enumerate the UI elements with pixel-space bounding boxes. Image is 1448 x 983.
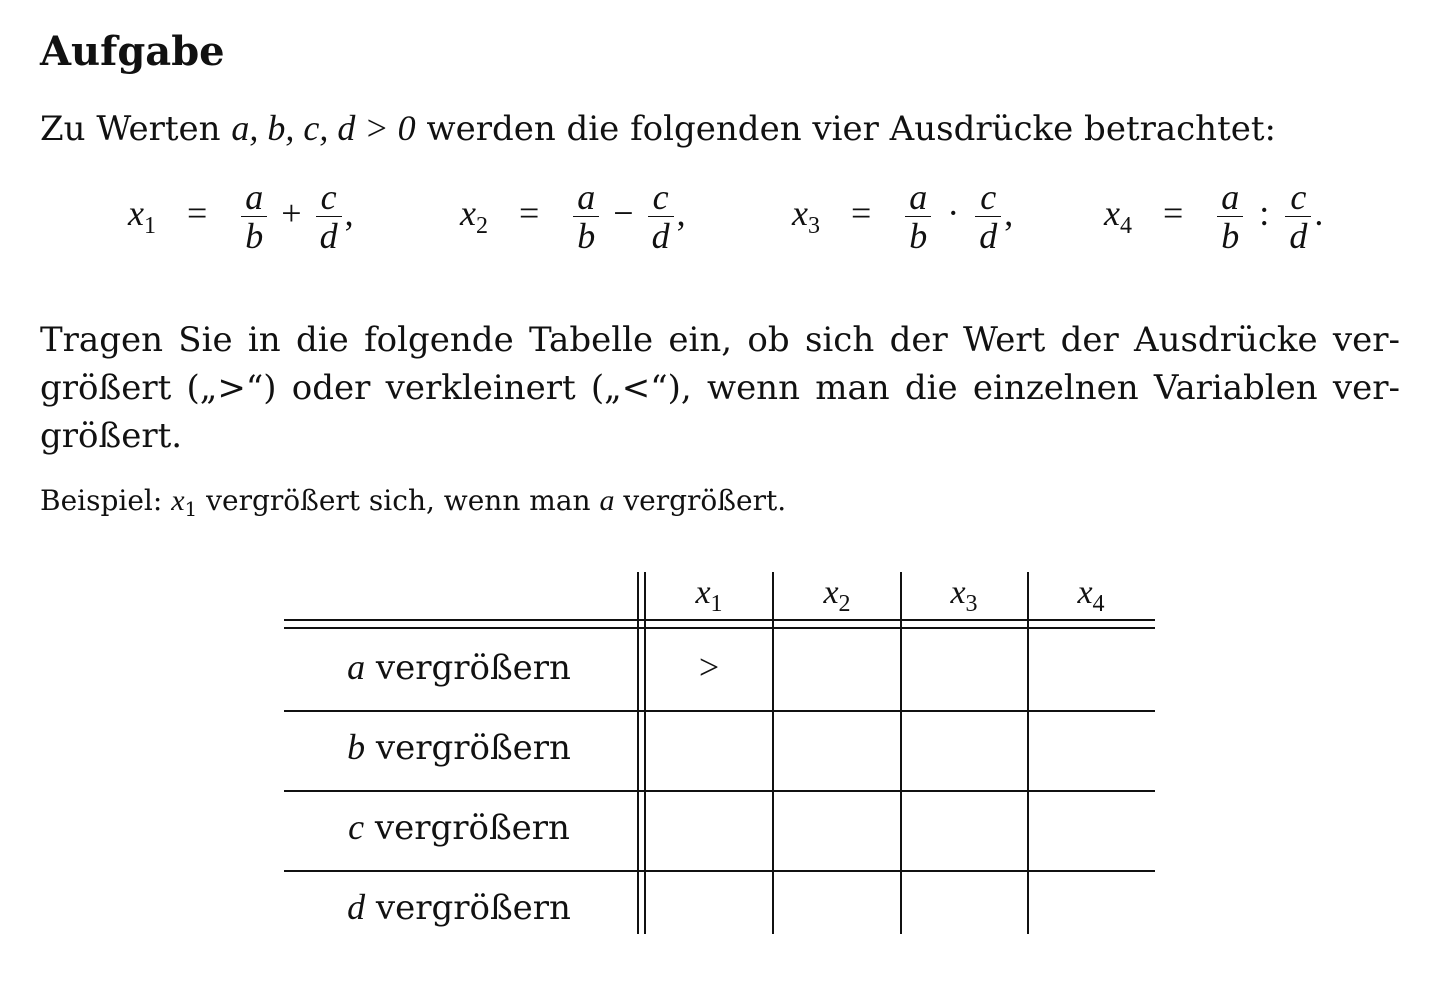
column-var: x bbox=[823, 574, 839, 611]
task-heading: Aufgabe bbox=[40, 28, 225, 75]
task-line-2: größert („>“) oder verkleinert („<“), wenn man die einzelnen Variablen ver- bbox=[40, 368, 1400, 408]
answer-cell-a-x1[interactable]: > bbox=[698, 647, 720, 687]
column-divider bbox=[1027, 572, 1029, 934]
row-label-d bbox=[284, 886, 634, 928]
operator: : bbox=[1259, 192, 1270, 233]
intro-before: Zu Werten bbox=[40, 109, 232, 149]
answer-cell-c-x1[interactable] bbox=[646, 806, 772, 846]
denominator: d bbox=[319, 216, 338, 256]
formula-var: x bbox=[128, 192, 144, 233]
denominator: d bbox=[979, 216, 998, 256]
label-double-rule-left bbox=[637, 572, 639, 934]
punctuation: , bbox=[1004, 192, 1014, 233]
fraction-a-b bbox=[1214, 177, 1246, 256]
denominator: b bbox=[1221, 216, 1240, 256]
example-middle: vergrößert sich, wenn man bbox=[197, 484, 600, 517]
answer-cell-c-x3[interactable] bbox=[901, 806, 1027, 846]
denominator: b bbox=[577, 216, 596, 256]
punctuation: , bbox=[676, 192, 686, 233]
header-double-rule-bottom bbox=[284, 627, 1155, 629]
numerator: c bbox=[652, 177, 669, 217]
row-text: vergrößern bbox=[365, 648, 571, 688]
example-var: x bbox=[171, 484, 185, 517]
column-header-x4 bbox=[1028, 574, 1154, 617]
formula-x3 bbox=[792, 177, 1014, 256]
row-letter: a bbox=[347, 647, 366, 687]
numerator: a bbox=[577, 177, 596, 217]
denominator: b bbox=[909, 216, 928, 256]
formula-x1 bbox=[128, 177, 354, 256]
label-double-rule-right bbox=[644, 572, 646, 934]
answer-cell-d-x1[interactable] bbox=[646, 886, 772, 926]
formula-x4 bbox=[1104, 177, 1324, 256]
numerator: c bbox=[980, 177, 997, 217]
formula-var: x bbox=[1104, 192, 1120, 233]
header-double-rule-top bbox=[284, 619, 1155, 621]
row-letter: d bbox=[347, 887, 366, 927]
fraction-a-b bbox=[238, 177, 270, 256]
answer-cell-a-x4[interactable] bbox=[1028, 646, 1154, 686]
row-divider bbox=[284, 870, 1155, 872]
answer-cell-d-x3[interactable] bbox=[901, 886, 1027, 926]
example-prefix: Beispiel: bbox=[40, 484, 172, 517]
fraction-c-d bbox=[972, 177, 1004, 256]
numerator: a bbox=[909, 177, 928, 217]
row-divider bbox=[284, 790, 1155, 792]
numerator: a bbox=[245, 177, 264, 217]
answer-cell-a-x3[interactable] bbox=[901, 646, 1027, 686]
column-header-x3 bbox=[901, 574, 1027, 617]
formula-index: 3 bbox=[807, 212, 820, 239]
answer-cell-c-x4[interactable] bbox=[1028, 806, 1154, 846]
column-var: x bbox=[1077, 574, 1093, 611]
punctuation: . bbox=[1314, 192, 1324, 233]
column-header-x2 bbox=[774, 574, 900, 617]
fraction-c-d bbox=[313, 177, 345, 256]
numerator: a bbox=[1221, 177, 1240, 217]
equals-sign: = bbox=[1162, 192, 1184, 233]
column-index: 3 bbox=[965, 591, 978, 617]
formula-x2 bbox=[460, 177, 686, 256]
equals-sign: = bbox=[850, 192, 872, 233]
numerator: c bbox=[1290, 177, 1307, 217]
row-text: vergrößern bbox=[365, 888, 571, 928]
denominator: b bbox=[245, 216, 264, 256]
task-line-3: größert. bbox=[40, 416, 183, 456]
equals-sign: = bbox=[186, 192, 208, 233]
answer-cell-c-x2[interactable] bbox=[774, 806, 900, 846]
formula-var: x bbox=[792, 192, 808, 233]
fraction-c-d bbox=[1282, 177, 1314, 256]
task-line-1: Tragen Sie in die folgende Tabelle ein, ob sich der Wert der Ausdrücke ver- bbox=[40, 320, 1400, 360]
row-letter: c bbox=[348, 807, 365, 847]
formula-index: 1 bbox=[143, 212, 156, 239]
row-label-a bbox=[284, 646, 634, 688]
answer-cell-a-x2[interactable] bbox=[774, 646, 900, 686]
row-divider bbox=[284, 710, 1155, 712]
example-suffix: vergrößert. bbox=[614, 484, 787, 517]
fraction-a-b bbox=[902, 177, 934, 256]
answer-cell-b-x4[interactable] bbox=[1028, 726, 1154, 766]
intro-after: werden die folgenden vier Ausdrücke betrachtet: bbox=[415, 109, 1276, 149]
column-divider bbox=[772, 572, 774, 934]
column-var: x bbox=[695, 574, 711, 611]
intro-math: a, b, c, d > 0 bbox=[231, 108, 416, 148]
operator: − bbox=[613, 192, 634, 233]
row-letter: b bbox=[347, 727, 366, 767]
answer-cell-d-x4[interactable] bbox=[1028, 886, 1154, 926]
answer-cell-b-x3[interactable] bbox=[901, 726, 1027, 766]
column-index: 4 bbox=[1092, 591, 1105, 617]
numerator: c bbox=[320, 177, 337, 217]
formula-index: 4 bbox=[1119, 212, 1132, 239]
punctuation: , bbox=[344, 192, 354, 233]
column-index: 2 bbox=[838, 591, 851, 617]
fraction-a-b bbox=[570, 177, 602, 256]
answer-cell-b-x1[interactable] bbox=[646, 726, 772, 766]
formula-index: 2 bbox=[475, 212, 488, 239]
fraction-c-d bbox=[645, 177, 677, 256]
equals-sign: = bbox=[518, 192, 540, 233]
denominator: d bbox=[651, 216, 670, 256]
row-label-c bbox=[284, 806, 634, 848]
column-divider bbox=[900, 572, 902, 934]
intro-text bbox=[40, 104, 1400, 153]
row-label-b bbox=[284, 726, 634, 768]
example-index: 1 bbox=[184, 497, 198, 521]
denominator: d bbox=[1289, 216, 1308, 256]
formula-var: x bbox=[460, 192, 476, 233]
example-line bbox=[40, 484, 787, 521]
answer-cell-b-x2[interactable] bbox=[774, 726, 900, 766]
example-letter: a bbox=[599, 484, 615, 517]
operator: · bbox=[947, 192, 960, 233]
row-text: vergrößern bbox=[364, 808, 570, 848]
column-var: x bbox=[950, 574, 966, 611]
row-text: vergrößern bbox=[365, 728, 571, 768]
column-index: 1 bbox=[710, 591, 723, 617]
answer-cell-d-x2[interactable] bbox=[774, 886, 900, 926]
operator: + bbox=[281, 192, 302, 233]
column-header-x1 bbox=[646, 574, 772, 617]
